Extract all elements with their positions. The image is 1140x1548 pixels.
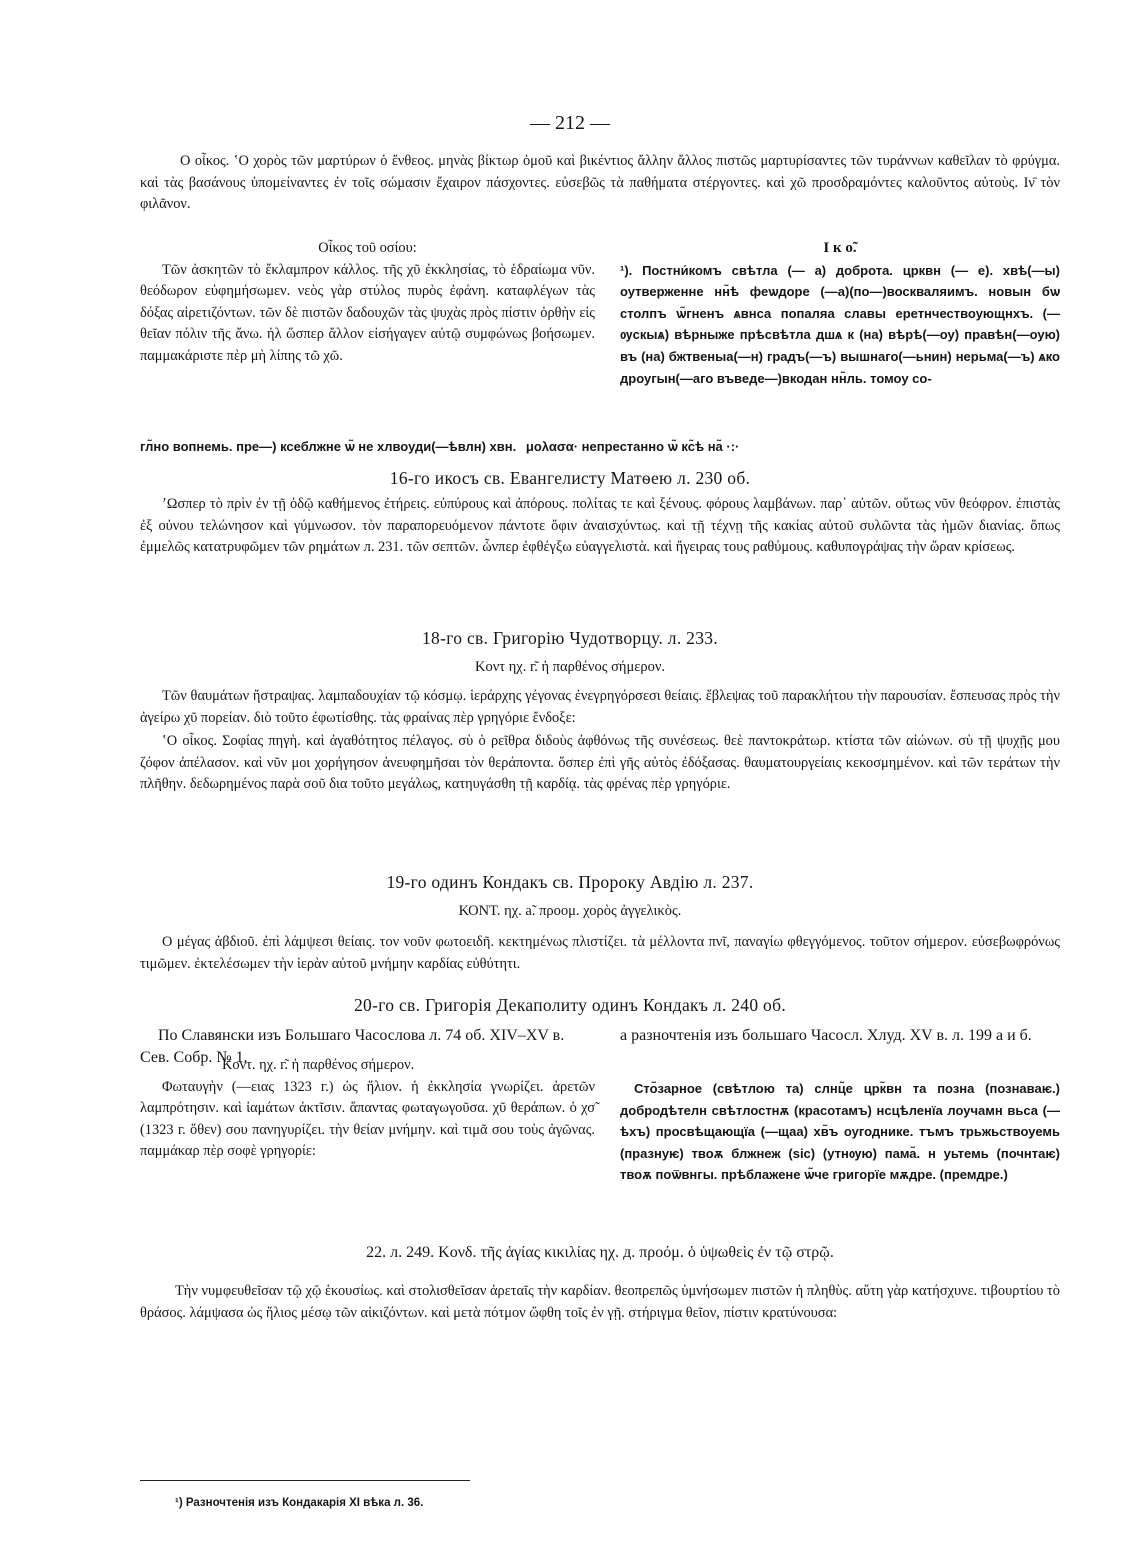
section-16-heading: 16-го икосъ св. Евангелисту Матѳею л. 230 об. — [389, 468, 751, 488]
section-19-text: Ο μέγας ἀβδιοῦ. ἐπὶ λάμψεσι θείαις. τον νοῦν φωτοειδῆ. κεκτημένως πλιστίζει. τὰ μέλλοντα πνῖ, παναγίω φθεγγόμενος. τοῦτον σήμερον. εὐσεβωφρόνως τιμῶμεν. ἐκτελέσωμεν τὴν ἱερὰν αὐτοῦ μνήμην καρδίας εὐθύτητι. — [140, 934, 1060, 972]
page-number: — 212 — — [530, 112, 610, 134]
section-19-heading: 19-го одинъ Кондакъ св. Пророку Авдію л. 237. — [386, 872, 754, 892]
section-22-heading-block — [140, 1242, 1060, 1264]
section-16-text: ʼΩσπερ τὸ πρὶν ἐν τῇ ὁδῷ καθήμενος ἐτήρεις. εὐπύρους καὶ ἀπόρους. πολίτας τε καὶ ξένους. φόρους λαμβάνων. παρ᾽ αὐτῶν. οὕτως νῦν θεόφρον. ἐπιστὰς ἐξ οὐνου τελώνησον καὶ γύμνωσον. τὸν παραπορευόμενον πάντοτε ὄφιν ἀναισχύντως. καὶ τῇ τέχνῃ τῆς κακίας αὐτοῦ συλῶντα τὰς ἡμῶν διανίας. ὅπως ἐμμελῶς κατατρυφῶμεν τῶν ρημάτων л. 231. τῶν σεπτῶν. ὧνπερ ἐφθέγξω εὐαγγελιστὰ. καὶ ἤγειρας τους ραθύμους. καθυπογράψας τὴν ὥραν κρίσεως. — [140, 496, 1060, 556]
oikos-left-title: Οἶκος τοῦ οσίου: — [318, 240, 417, 256]
oikos-right-column — [620, 238, 1060, 389]
section-22-heading: 22. л. 249. Κονδ. τῆς ἁγίας κικιλίας ηχ. д. προόμ. ὁ ὑψωθεὶς ἐν τῷ στρῷ. — [366, 1244, 834, 1261]
section-20-right-head — [620, 1025, 1060, 1047]
section-18-oikos-text: ʽΟ οἶκος. Σοφίας πηγὴ. καὶ ἀγαθότητος πέλαγος. σὺ ὁ ρεῖθρα διδοὺς ἀφθόνως τῆς συνέσεως. θεὲ παντοκράτωρ. κτίστα τῶν αἰώνων. σὺ τῇ ψυχῇς μου ζόφον ἀπέλασον. καὶ νῦν μοι χορήγησον ἀνευφημῆσαι τὸν θεράποντα. ὅσπερ ἐπὶ γῆς αὐτὸς ἐδόξασας. θαυματουργείαις κεκοσμημένον. καὶ τῶν τεράτων τὴν πλῆθην. δεδωρημένος παρὰ σοῦ δια τοῦτο μεγάλως, κατηυγάσθη τῇ καρδίᾳ. τὰς φρένας πὲρ γρηγόριε. — [140, 733, 1060, 793]
section-22-body — [140, 1281, 1060, 1324]
oikos-right-text: ¹). Постни́комъ свѣтла (— а) доброта. црквн (— е). хвѣ(—ы) оутверженне нн̃ѣ феѡдоре (—а)(по—)воскваляимъ. новын бѡ столпъ ѡ̃гненъ ѧвнса попаляа славы еретнчествоующнхъ. (—ѹскыѧ) вѣрныже прѣсвѣтла дшѧ к (на) вѣрѣ(—оу) правѣн(—оую) въ (на) бжтвеныа(—н) градъ(—ъ) вышнаго(—ьнин) нерьма(—ъ) ѧко дроугын(—аго въведе—)вкодан нн̃ль. томоу со- — [620, 262, 1060, 386]
section-20-right-head-text: а разночтенія изъ большаго Часосл. Хлуд. XV в. л. 199 а и б. — [620, 1027, 1032, 1044]
oikos-right-title: І к о̃. — [823, 240, 857, 256]
section-20-left-column — [140, 1055, 595, 1163]
section-18-body — [140, 686, 1060, 796]
section-20-heading: 20-го св. Григорія Декаполиту одинъ Кондакъ л. 240 об. — [353, 995, 786, 1015]
oikos-left-text: Τῶν ἀσκητῶν τὸ ἔκλαμπρον κάλλος. τῆς χῦ ἐκκλησίας, τὸ ἑδραίωμα νῦν. θεόδωρον εὐφημήσωμεν. νεὸς γὰρ στύλος πυρὸς ἐφάνη. καταφλέγων τὰς δόξας αἱρετιζόντων. τῶν δὲ πιστῶν δαδουχῶν τὰς ψυχὰς πρὸς πίστιν ὀρθὴν εἰς θεῖαν πόλιν τῆς ἄνω. ἠλ ὥσπερ ἄλλον εἰσήγαγεν αὐτῷ συμφώνως βοήσωμεν. παμμακάριστε πὲρ μὴ λίπης τῶ χῶ. — [140, 261, 595, 364]
spanning-slavonic-end: μολασα· непрестанно ѡ̃ кс̃ѣ на̃ ·:· — [525, 439, 740, 454]
section-18-subheading: Κοντ ηχ. г̃. ἡ παρθένος σήμερον. — [474, 659, 666, 675]
spanning-slavonic-part: гл̃но вопнемь. пре—) ксеблжне ѡ̃ не хлвоуди(—ѣвлн) хвн. — [140, 439, 517, 454]
section-20-right-text: Сто̃зарное (свѣтлою та) слнц̃е црк̃вн та позна (познаваѥ.) добродѣтелн свѣтлостнѫ (красотамъ) нсцѣленїа лоучамн вьса (—ѣхъ) просвѣщающїа (—щаа) хв̃ъ оугоднике. тъмъ трьжьствоуемь (празнуѥ) твоѫ блжнеж (sic) (утнѹю) пама̃. н уьтемь (почнтаѥ) твоѫ поѿвнгы. прѣблажене ѡ̃че григорїе мѫдре. (премдре.) — [620, 1081, 1060, 1183]
footnote-divider — [140, 1480, 470, 1481]
section-20-left-sub: Κοντ. ηχ. г̃. ἡ παρθένος σήμερον. — [222, 1057, 415, 1073]
section-16-body — [140, 494, 1060, 559]
section-19-body — [140, 932, 1060, 975]
footnote: ¹) Разночтенія изъ Кондакарія XI вѣка л. 36. — [175, 1497, 424, 1509]
oikos-spanning-line — [140, 439, 1060, 456]
intro-text: Ο οἶκος. ʽΟ χορὸς τῶν μαρτύρων ὁ ἔνθεος. μηνὰς βίκτωρ ὁμοῦ καὶ βικέντιος ἄλλην ἄλλος πιστῶς μαρτυρίσαντες τῶν τυράννων καθεῖλαν τὸ φρύγμα. καὶ τὰς βασάνους ὑπομείναντες ἐν τοῖς σώμασιν ἔχαιρον πάσχοντες. εὐσεβῶς τὰ παθήματα στέργοντες. καὶ χῶ προσδραμόντες καλοῦντος αὐτοὺς. Ιν̄ τὸν φιλᾶνον. — [140, 153, 1060, 213]
section-19-subheading: ΚΟΝΤ. ηχ. а̃. προομ. χορὸς ἀγγελικὸς. — [458, 903, 682, 919]
oikos-left-column — [140, 238, 595, 368]
intro-paragraph — [140, 151, 1060, 216]
section-18-text: Τῶν θαυμάτων ἤστραψας. λαμπαδουχίαν τῷ κόσμῳ. ἱεράρχης γέγονας ἐνεγρηγόρσεσι θείαις. ἔβλεψας τοῦ παρακλήτου τὴν παρουσίαν. ἔσπευσας πρὸς τὴν ἀγείρω χῦ πορείαν. διὸ τοῦτο ἐφωτίσθης. τὰς φραίνας πὲρ γρηγόριε ἔνδοξε: — [140, 688, 1060, 726]
section-18-heading: 18-го св. Григорію Чудотворцу. л. 233. — [421, 628, 718, 648]
section-20-right-column — [620, 1078, 1060, 1186]
section-20-left-head-text: По Славянски изъ Большаго Часослова л. 74 об. XIV–XV в. Сев. Собр. № 1. — [140, 1027, 565, 1066]
section-22-text: Τὴν νυμφευθεῖσαν τῷ χῷ ἑκουσίως. καὶ στολισθεῖσαν ἀρεταῖς τὴν καρδίαν. θεοπρεπῶς ὑμνήσωμεν πιστῶν ἡ πληθὺς. αὕτη γὰρ κατήσχυνε. τιβουρτίου τὸ θράσος. λάμψασα ὡς ἥλιος μέσῳ τῶν αἰκιζόντων. καὶ μετὰ πότμον ὤφθη τοῖς ἐν γῇ. στήριγμα θεῖον, πίστιν κρατύνουσα: — [140, 1283, 1060, 1321]
section-20-left-text: Φωταυγὴν (—ειας 1323 г.) ὡς ἥλιον. ἡ ἐκκλησία γνωρίζει. ἀρετῶν λαμπρότησιν. καὶ ἰαμάτων ἀκτῖσιν. ἅπαντας φωταγωγοῦσα. χῦ θεράπων. ὁ χσ̃ (1323 г. ὅθεν) σου πανηγυρίζει. τὴν θείαν μνήμην. καὶ τιμᾶ σου τοὺς ἀγῶνας. παμμάκαρ πὲρ σοφὲ γρηγορίε: — [140, 1078, 595, 1160]
